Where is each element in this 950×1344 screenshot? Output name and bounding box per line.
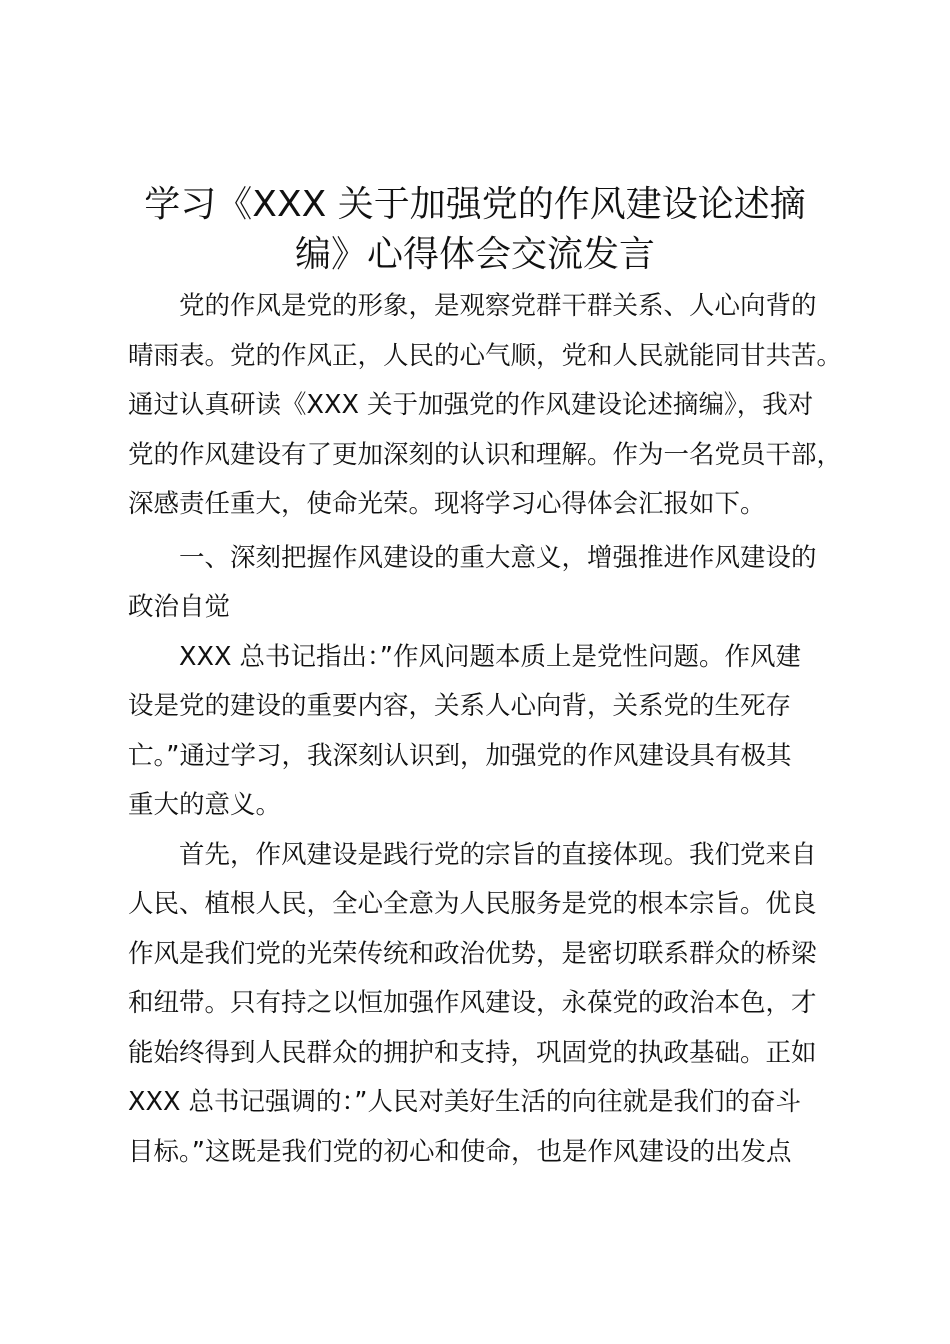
- title-line: 编》心得体会交流发言: [294, 234, 655, 275]
- paragraph-line: 通过认真研读《XXX 关于加强党的作风建设论述摘编》，我对: [128, 390, 814, 420]
- paragraph-line: 重大的意义。: [128, 790, 282, 820]
- paragraph-line: 人民、植根人民，全心全意为人民服务是党的根本宗旨。优良: [128, 889, 817, 919]
- section-heading-line: 一、深刻把握作风建设的重大意义，增强推进作风建设的: [179, 542, 817, 573]
- title-line: 学习《XXX 关于加强党的作风建设论述摘: [144, 184, 806, 225]
- document-title: [110, 180, 840, 280]
- paragraph-line: 晴雨表。党的作风正，人民的心气顺，党和人民就能同甘共苦。: [128, 340, 843, 371]
- paragraph-line: 深感责任重大，使命光荣。现将学习心得体会汇报如下。: [128, 489, 766, 519]
- paragraph-line: 和纽带。只有持之以恒加强作风建设，永葆党的政治本色，才: [128, 988, 817, 1018]
- paragraph-line: XXX 总书记强调的：”人民对美好生活的向往就是我们的奋斗: [128, 1087, 801, 1117]
- paragraph-line: 首先，作风建设是践行党的宗旨的直接体现。我们党来自: [179, 839, 817, 870]
- paragraph-line: 亡。”通过学习，我深刻认识到，加强党的作风建设具有极其: [128, 740, 792, 771]
- section-heading-line: 政治自觉: [128, 592, 231, 622]
- paragraph-line: 作风是我们党的光荣传统和政治优势，是密切联系群众的桥梁: [128, 938, 817, 969]
- paragraph-line: 目标。”这既是我们党的初心和使命，也是作风建设的出发点: [128, 1136, 792, 1167]
- paragraph-line: 党的作风建设有了更加深刻的认识和理解。作为一名党员干部，: [128, 439, 843, 470]
- paragraph-line: 能始终得到人民群众的拥护和支持，巩固党的执政基础。正如: [128, 1037, 817, 1068]
- paragraph-line: 党的作风是党的形象，是观察党群干群关系、人心向背的: [179, 291, 817, 321]
- document-body: [128, 282, 848, 1177]
- paragraph-line: XXX 总书记指出：”作风问题本质上是党性问题。作风建: [179, 641, 801, 672]
- paragraph-line: 设是党的建设的重要内容，关系人心向背，关系党的生死存: [128, 691, 792, 721]
